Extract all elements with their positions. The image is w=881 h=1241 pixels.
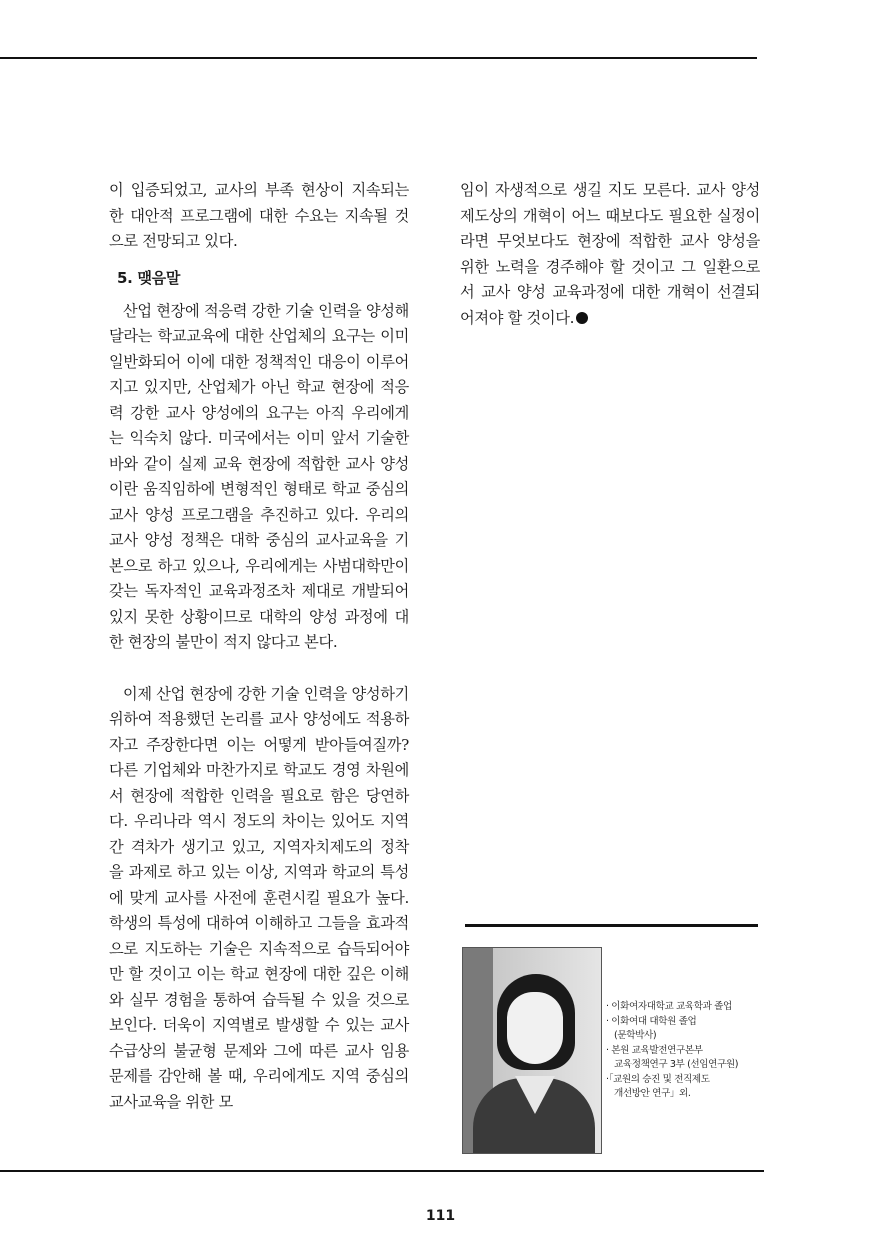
bio-line: · 이화여대 대학원 졸업 (606, 1015, 697, 1027)
bottom-rule (0, 1170, 764, 1172)
author-photo (462, 947, 602, 1154)
body-paragraph-2: 이제 산업 현장에 강한 기술 인력을 양성하기 위하여 적용했던 논리를 교사 양성에도 적용하자고 주장한다면 이는 어떻게 받아들여질까? 다른 기업체와 마찬가지로 학교도 경영 차원에서 현장에 적합한 인력을 필요로 함은 당연하다. 우리나라 역시 정도의 차이는 있어도 지역간 격차가 생기고 있고, 지역자치제도의 정착을 과제로 하고 있는 이상, 지역과 학교의 특성에 맞게 교사를 사전에 훈련시킬 필요가 높다. 학생의 특성에 대하여 이해하고 그들을 효과적으로 지도하는 기술은 지속적으로 습득되어야만 할 것이고 이는 학교 현장에 대한 깊은 이해와 실무 경험을 통하여 습득될 수 있을 것으로 보인다. 더욱이 지역별로 발생할 수 있는 교사 수급상의 불균형 문제와 그에 따른 교사 임용 문제를 감안해 볼 때, 우리에게도 지역 중심의 교사교육을 위한 모 (109, 684, 409, 1111)
bio-line: ·「교원의 승진 및 전직제도 (606, 1073, 710, 1085)
intro-paragraph: 이 입증되었고, 교사의 부족 현상이 지속되는 한 대안적 프로그램에 대한 수요는 지속될 것으로 전망되고 있다. (109, 181, 409, 250)
left-column (109, 178, 409, 1115)
section-heading: 5. 맺음말 (117, 268, 181, 287)
author-bio (606, 1000, 766, 1102)
bio-line: 교육정책연구 3부 (선임연구원) (614, 1059, 739, 1070)
top-rule (0, 57, 757, 59)
bio-line: · 이화여자대학교 교육학과 졸업 (606, 1001, 732, 1012)
bio-line: · 본원 교육발전연구본부 (606, 1044, 703, 1056)
right-column (460, 178, 760, 331)
page-number: 111 (425, 1208, 456, 1224)
closing-text: 임이 자생적으로 생길 지도 모른다. 교사 양성제도상의 개혁이 어느 때보다도 필요한 실정이라면 무엇보다도 현장에 적합한 교사 양성을 위한 노력을 경주해야 할 것이고 그 일환으로서 교사 양성 교육과정에 대한 개혁이 선결되어져야 할 것이다. (460, 181, 760, 327)
closing-paragraph (460, 178, 760, 331)
body-paragraph-1: 산업 현장에 적응력 강한 기술 인력을 양성해 달라는 학교교육에 대한 산업체의 요구는 이미 일반화되어 이에 대한 정책적인 대응이 이루어지고 있지만, 산업체가 아닌 학교 현장에 적응력 강한 교사 양성에의 요구는 아직 우리에게는 익숙치 않다. 미국에서는 이미 앞서 기술한 바와 같이 실제 교육 현장에 적합한 교사 양성이란 움직임하에 변형적인 형태로 학교 중심의 교사 양성 프로그램을 추진하고 있다. 우리의 교사 양성 정책은 대학 중심의 교사교육을 기본으로 하고 있으나, 우리에게는 사범대학만이 갖는 독자적인 교육과정조차 제대로 개발되어 있지 못한 상황이므로 대학의 양성 과정에 대한 현장의 불만이 적지 않다고 본다. (109, 301, 409, 651)
bio-line: 개선방안 연구」외. (614, 1088, 691, 1099)
bio-rule (465, 924, 758, 927)
bio-line: (문학박사) (614, 1030, 657, 1041)
end-mark-icon (576, 312, 588, 324)
